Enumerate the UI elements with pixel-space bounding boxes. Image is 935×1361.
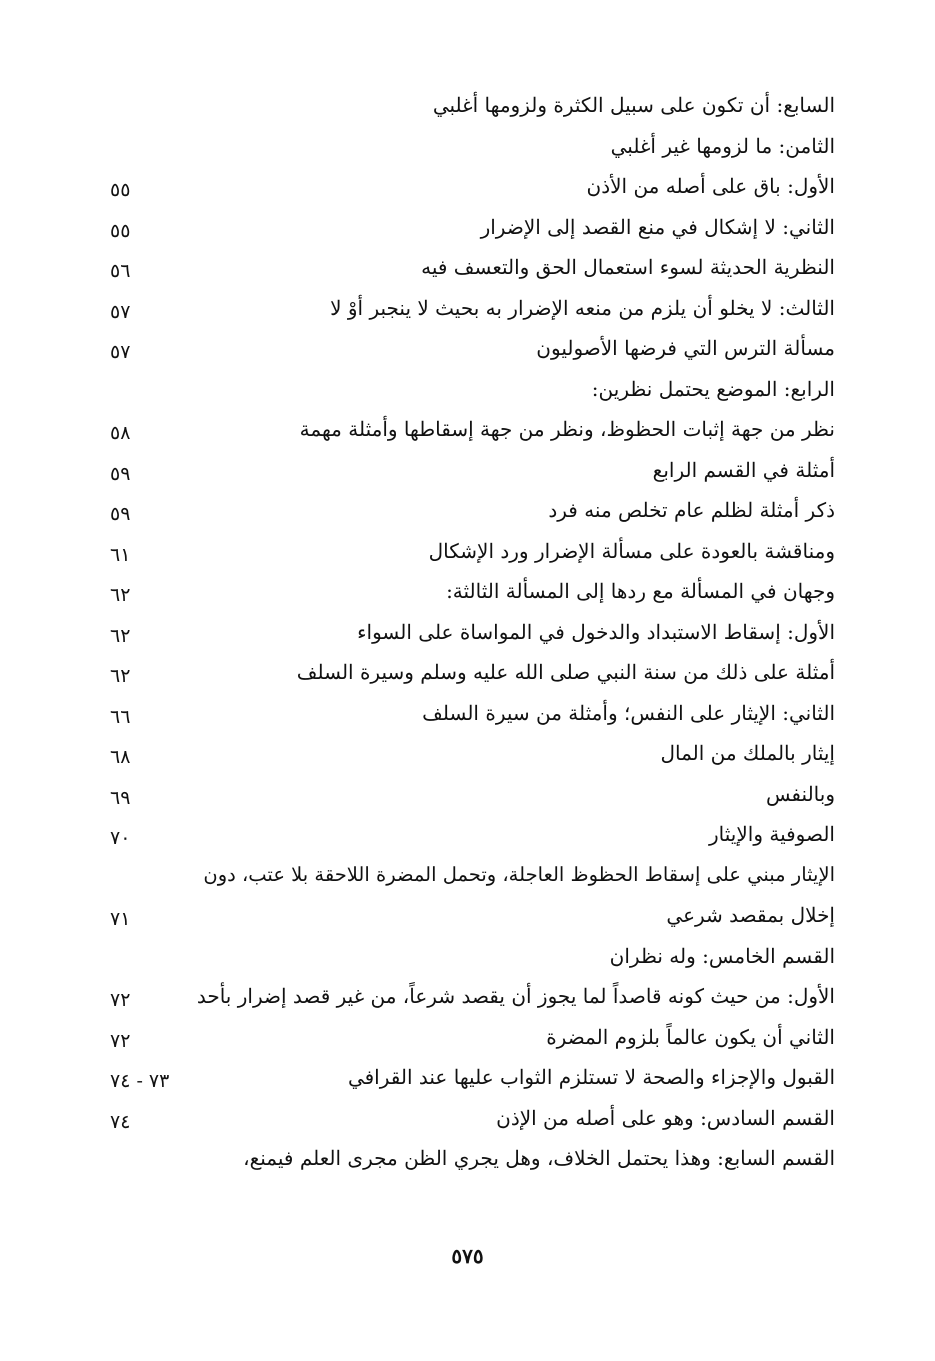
entry-title: الأول: إسقاط الاستبداد والدخول في المواساة على السواء: [357, 619, 835, 644]
entry-title: الثالث: لا يخلو أن يلزم من منعه الإضرار به بحيث لا ينجبر أوْ لا: [330, 295, 835, 320]
index-entry: [110, 1017, 835, 1057]
entry-title: القسم الخامس: وله نظران: [609, 943, 835, 968]
entry-page-number: ٦٢: [110, 584, 131, 606]
index-entry: [110, 1057, 835, 1097]
entry-page-number: [110, 373, 180, 413]
entry-title: القبول والإجزاء والصحة لا تستلزم الثواب عليها عند القرافي: [347, 1065, 835, 1089]
entry-title: الثامن: ما لزومها غير أغلبي: [610, 133, 835, 158]
index-entry: [110, 531, 835, 571]
index-entry: [110, 936, 835, 976]
index-entry: [110, 814, 835, 854]
index-entry: [110, 490, 835, 530]
index-entry: [110, 126, 835, 166]
entry-title: وبالنفس: [765, 781, 835, 806]
entry-title: الأول: من حيث كونه قاصداً لما يجوز أن يقصد شرعاً، من غير قصد إضرار بأحد: [196, 984, 835, 1008]
index-entry: [110, 288, 835, 328]
index-entry: [110, 733, 835, 773]
entry-page-number: ٦١: [110, 543, 131, 566]
index-entry: [110, 207, 835, 247]
entry-title: الصوفية والإيثار: [709, 822, 835, 846]
entry-page-number: ٥٩: [110, 462, 131, 485]
index-entry: [110, 612, 835, 652]
entry-page-number: ٥٥: [110, 219, 131, 242]
entry-page-number: ٦٩: [110, 786, 131, 809]
entry-page-number: ٦٢: [110, 665, 131, 687]
entry-page-number: ٦٢: [110, 624, 131, 647]
entry-page-number: ٧٠: [110, 827, 131, 849]
index-entry: [110, 166, 835, 206]
entry-page-number: ٧١: [110, 908, 131, 930]
entry-title: الثاني: الإيثار على النفس؛ وأمثلة من سيرة السلف: [422, 700, 835, 725]
index-entry: [110, 693, 835, 733]
index-entry: [110, 895, 835, 935]
index-entry: [110, 855, 835, 895]
entry-title: ذكر أمثلة لظلم عام تخلص منه فرد: [548, 498, 835, 522]
entry-title: الرابع: الموضع يحتمل نظرين:: [591, 376, 835, 401]
entry-title: إخلال بمقصد شرعي: [666, 903, 835, 927]
entry-title: الثاني أن يكون عالماً بلزوم المضرة: [546, 1024, 835, 1049]
entry-page-number: ٧٢: [110, 989, 131, 1011]
entry-page-number: ٥٩: [110, 503, 131, 525]
entry-page-number: ٥٨: [110, 422, 131, 444]
entry-title: نظر من جهة إثبات الحظوظ، ونظر من جهة إسقاطها وأمثلة مهمة: [299, 417, 835, 441]
entry-page-number: ٦٨: [110, 746, 131, 768]
entry-page-number: [110, 130, 180, 170]
entry-page-number: ٥٦: [110, 260, 131, 282]
entry-page-number: [110, 859, 180, 899]
entry-title: الإيثار مبني على إسقاط الحظوظ العاجلة، وتحمل المضرة اللاحقة بلا عتب، دون: [203, 862, 835, 886]
entry-title: أمثلة على ذلك من سنة النبي صلى الله عليه وسلم وسيرة السلف: [296, 660, 835, 684]
index-entry: [110, 85, 835, 125]
index-entry: [110, 774, 835, 814]
index-entry: [110, 369, 835, 409]
entry-title: إيثار بالملك من المال: [660, 741, 835, 765]
entry-title: القسم السادس: وهو على أصله من الإذن: [496, 1105, 835, 1130]
index-entry: [110, 652, 835, 692]
index-entry: [110, 1138, 835, 1178]
entry-title: القسم السابع: وهذا يحتمل الخلاف، وهل يجري الظن مجرى العلم فيمنع،: [243, 1146, 835, 1170]
entry-page-number: [110, 940, 180, 980]
entry-title: الأول: باق على أصله من الأذن: [586, 174, 835, 198]
entry-title: أمثلة في القسم الرابع: [652, 457, 835, 482]
index-entry: [110, 409, 835, 449]
index-entry: [110, 1098, 835, 1138]
entry-page-number: ٥٥: [110, 179, 131, 201]
entry-page-number: ٥٧: [110, 300, 131, 323]
entry-title: ومناقشة بالعودة على مسألة الإضرار ورد الإشكال: [428, 538, 835, 563]
index-entry: [110, 976, 835, 1016]
entry-title: السابع: أن تكون على سبيل الكثرة ولزومها أغلبي: [432, 93, 835, 117]
index-entry: [110, 450, 835, 490]
entry-title: النظرية الحديثة لسوء استعمال الحق والتعسف فيه: [421, 255, 835, 279]
entry-title: وجهان في المسألة مع ردها إلى المسألة الثالثة:: [446, 579, 835, 603]
entry-page-number: ٥٧: [110, 341, 131, 363]
page-number: ٥٧٥: [451, 1244, 484, 1268]
index-entry: [110, 247, 835, 287]
entry-page-number: ٧٤: [110, 1110, 131, 1133]
entry-page-number: ٧٢: [110, 1029, 131, 1052]
entry-page-number: ٦٦: [110, 705, 131, 728]
entry-page-number: [110, 89, 180, 129]
index-entry: [110, 571, 835, 611]
entry-page-number: ٧٣ - ٧٤: [110, 1070, 170, 1092]
entry-title: مسألة الترس التي فرضها الأصوليون: [536, 336, 835, 360]
entry-page-number: [110, 1142, 180, 1182]
entry-title: الثاني: لا إشكال في منع القصد إلى الإضرار: [480, 214, 835, 239]
index-entry: [110, 328, 835, 368]
